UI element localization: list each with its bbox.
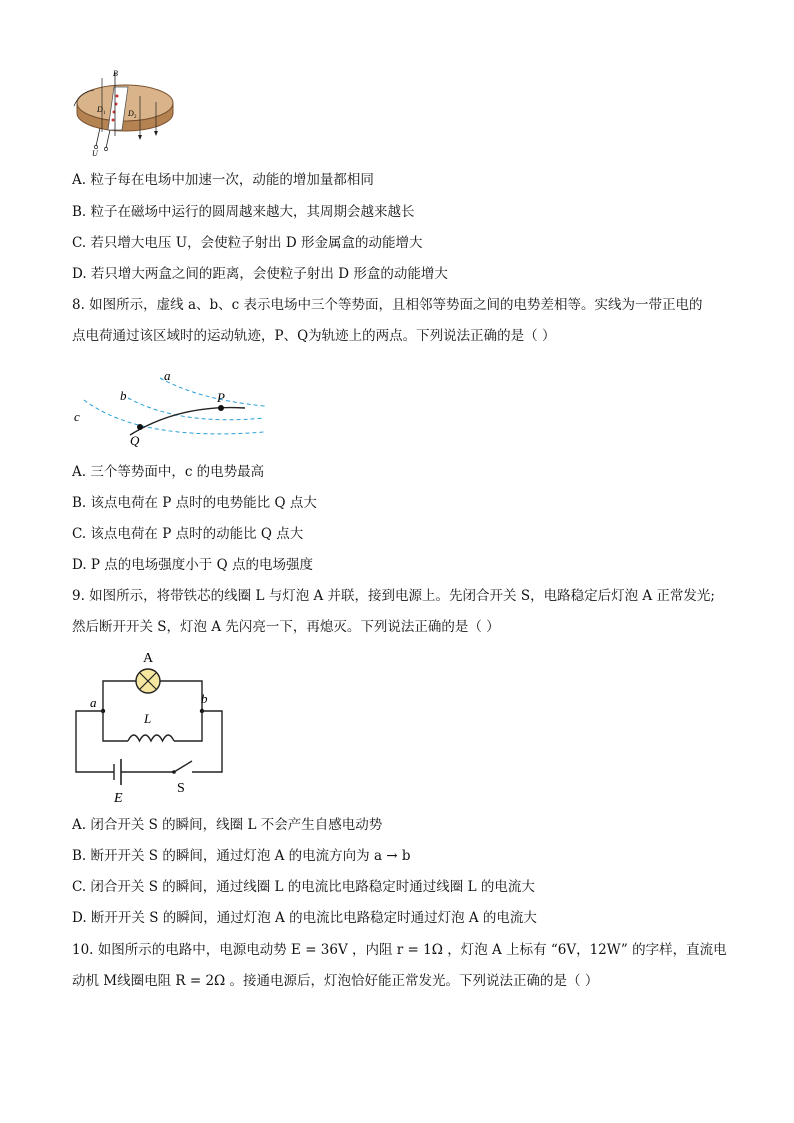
label-D2: D: [128, 109, 134, 118]
q10-stem-line2: 动机 M线圈电阻 R = 2Ω 。接通电源后，灯泡恰好能正常发光。下列说法正确的是（ ）: [72, 973, 599, 989]
label-S: S: [177, 781, 185, 796]
q8-option-c: C. 该点电荷在 P 点时的动能比 Q 点大: [72, 526, 304, 542]
label-P: P: [217, 390, 225, 405]
label-E: E: [114, 791, 123, 806]
label-D1: D: [97, 105, 103, 114]
label-D2-sub: 2: [134, 115, 137, 120]
q7-option-a: A. 粒子每在电场中加速一次，动能的增加量都相同: [72, 172, 374, 188]
cyclotron-figure: [70, 66, 180, 158]
label-node-b: b: [201, 691, 208, 706]
label-Q: Q: [130, 433, 140, 448]
q9-option-b: B. 断开开关 S 的瞬间，通过灯泡 A 的电流方向为 a → b: [72, 848, 411, 864]
q9-option-a: A. 闭合开关 S 的瞬间，线圈 L 不会产生自感电动势: [72, 817, 383, 833]
label-D1-sub: 1: [103, 111, 106, 116]
q8-stem-line2: 点电荷通过该区域时的运动轨迹，P、Q为轨迹上的两点。下列说法正确的是（ ）: [72, 328, 556, 344]
label-U: U: [92, 149, 98, 158]
q10-stem-line1: 10. 如图所示的电路中，电源电动势 E = 36V ，内阻 r = 1Ω ，灯泡 A 上标有 “6V，12W” 的字样，直流电: [72, 942, 727, 958]
circuit-figure: [70, 645, 230, 807]
q8-option-a: A. 三个等势面中，c 的电势最高: [72, 464, 265, 480]
q8-option-d: D. P 点的电场强度小于 Q 点的电场强度: [72, 557, 313, 573]
q9-option-c: C. 闭合开关 S 的瞬间，通过线圈 L 的电流比电路稳定时通过线圈 L 的电流大: [72, 879, 535, 895]
label-a: a: [164, 368, 171, 383]
label-node-a: a: [90, 695, 97, 710]
q8-stem-line1: 8. 如图所示，虚线 a、b、c 表示电场中三个等势面，且相邻等势面之间的电势差相等。实线为一带正电的: [72, 297, 703, 313]
q8-option-b: B. 该点电荷在 P 点时的电势能比 Q 点大: [72, 495, 317, 511]
equipotential-figure: [70, 360, 275, 452]
q9-stem-line1: 9. 如图所示，将带铁芯的线圈 L 与灯泡 A 并联，接到电源上。先闭合开关 S，电路稳定后灯泡 A 正常发光;: [72, 588, 715, 604]
q7-option-b: B. 粒子在磁场中运行的圆周越来越大，其周期会越来越长: [72, 204, 415, 220]
label-b: b: [120, 388, 127, 403]
label-L: L: [144, 711, 152, 726]
label-B: B: [113, 69, 118, 78]
q9-option-d: D. 断开开关 S 的瞬间，通过灯泡 A 的电流比电路稳定时通过灯泡 A 的电流大: [72, 910, 537, 926]
q7-option-d: D. 若只增大两盒之间的距离，会使粒子射出 D 形盒的动能增大: [72, 266, 448, 282]
label-c: c: [74, 409, 80, 424]
q7-option-c: C. 若只增大电压 U，会使粒子射出 D 形金属盒的动能增大: [72, 235, 423, 251]
label-lamp-A: A: [143, 651, 154, 666]
q9-stem-line2: 然后断开开关 S，灯泡 A 先闪亮一下，再熄灭。下列说法正确的是（ ）: [72, 619, 500, 635]
